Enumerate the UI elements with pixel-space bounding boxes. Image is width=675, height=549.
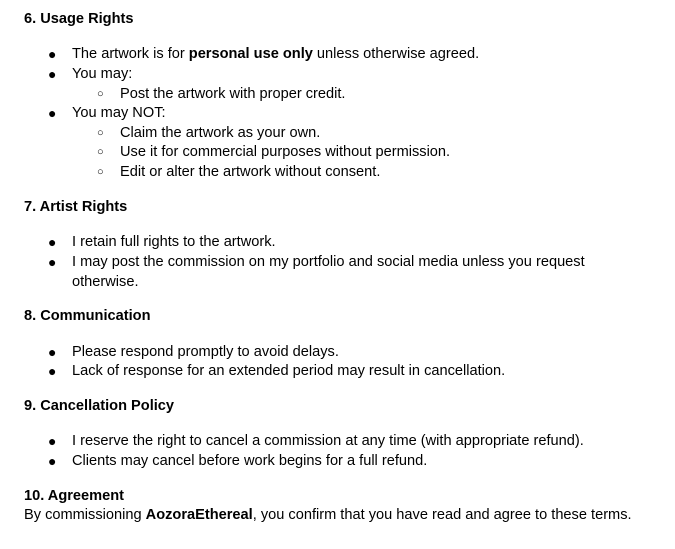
section-6-title: 6. Usage Rights xyxy=(24,11,134,27)
section-8-title: 8. Communication xyxy=(24,308,151,324)
bullet-marker: ● xyxy=(48,453,57,469)
list-item-text: Lack of response for an extended period may result in cancellation. xyxy=(72,363,506,379)
list-item-text: The artwork is for personal use only unless otherwise agreed. xyxy=(72,46,480,62)
list-item-text: Please respond promptly to avoid delays. xyxy=(72,344,339,360)
bullet-marker: ● xyxy=(48,46,57,62)
sub-list-item-text: Post the artwork with proper credit. xyxy=(120,86,346,102)
sub-bullet-marker: ○ xyxy=(97,146,104,158)
list-item-text: I retain full rights to the artwork. xyxy=(72,234,276,250)
emphasis-text: personal use only xyxy=(188,46,313,62)
list-item-text: You may NOT: xyxy=(72,105,166,121)
list-item-text: You may: xyxy=(72,66,133,82)
section-7-title: 7. Artist Rights xyxy=(24,199,128,215)
section-9-title: 9. Cancellation Policy xyxy=(24,398,175,414)
bullet-marker: ● xyxy=(48,66,57,82)
bullet-marker: ● xyxy=(48,105,57,121)
list-item-text: I reserve the right to cancel a commission at any time (with appropriate refund). xyxy=(72,433,584,449)
list-item-text: I may post the commission on my portfolio and social media unless you request otherwise. xyxy=(72,254,585,290)
bullet-marker: ● xyxy=(48,363,57,379)
section-10-title: 10. Agreement xyxy=(24,488,125,504)
bullet-marker: ● xyxy=(48,234,57,250)
list-item-text: Clients may cancel before work begins for a full refund. xyxy=(72,453,428,469)
sub-bullet-marker: ○ xyxy=(97,127,104,139)
artist-name: AozoraEthereal xyxy=(145,507,253,523)
sub-list-item-text: Use it for commercial purposes without permission. xyxy=(120,144,451,160)
sub-bullet-marker: ○ xyxy=(97,166,104,178)
agreement-paragraph: By commissioning AozoraEthereal, you confirm that you have read and agree to these terms. xyxy=(24,507,632,523)
sub-list-item-text: Edit or alter the artwork without consent. xyxy=(120,164,381,180)
bullet-marker: ● xyxy=(48,254,57,270)
sub-bullet-marker: ○ xyxy=(97,88,104,100)
bullet-marker: ● xyxy=(48,433,57,449)
sub-list-item-text: Claim the artwork as your own. xyxy=(120,125,321,141)
bullet-marker: ● xyxy=(48,344,57,360)
